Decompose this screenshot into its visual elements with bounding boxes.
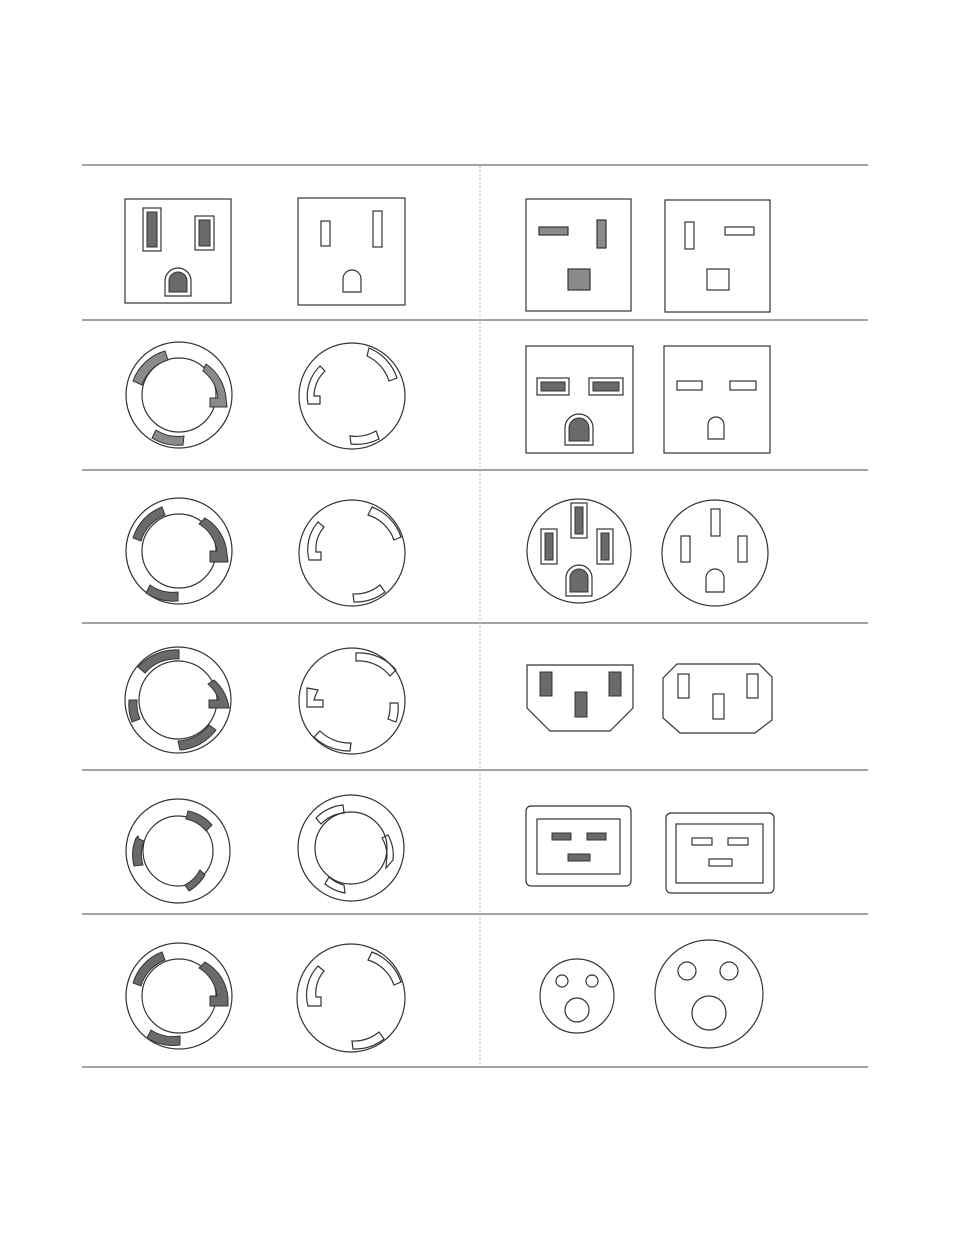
ring-twist-lock-plug-icon (298, 795, 404, 901)
four-pin-twist-lock-receptacle-icon (125, 647, 231, 753)
twist-lock-receptacle-icon (126, 342, 232, 448)
twist-lock-plug-icon (299, 343, 405, 449)
nema-14-50-receptacle-icon (527, 499, 631, 603)
four-pin-twist-lock-plug-icon (299, 648, 405, 754)
ring-twist-lock-receptacle-icon (126, 799, 230, 903)
round-three-hole-small-icon (540, 959, 614, 1033)
twist-lock-receptacle-icon (126, 943, 232, 1049)
nema-5-15-plug-icon (298, 198, 405, 305)
nema-6-50-plug-icon (665, 200, 770, 312)
twist-lock-plug-icon (297, 944, 405, 1052)
twist-lock-plug-icon (299, 500, 405, 606)
iec-c20-plug-icon (666, 813, 774, 893)
iec-c13-receptacle-icon (527, 665, 633, 731)
table-rules (82, 165, 868, 1067)
round-three-hole-large-icon (655, 940, 763, 1048)
nema-5-15-receptacle-icon (125, 199, 231, 303)
nema-14-50-plug-icon (662, 500, 768, 606)
iec-c19-receptacle-icon (526, 806, 631, 886)
twist-lock-receptacle-icon (126, 498, 232, 604)
nema-6-20-plug-icon (664, 346, 770, 453)
nema-6-20-receptacle-icon (526, 346, 633, 453)
iec-c14-plug-icon (663, 664, 772, 733)
nema-6-50-receptacle-icon (526, 199, 631, 311)
